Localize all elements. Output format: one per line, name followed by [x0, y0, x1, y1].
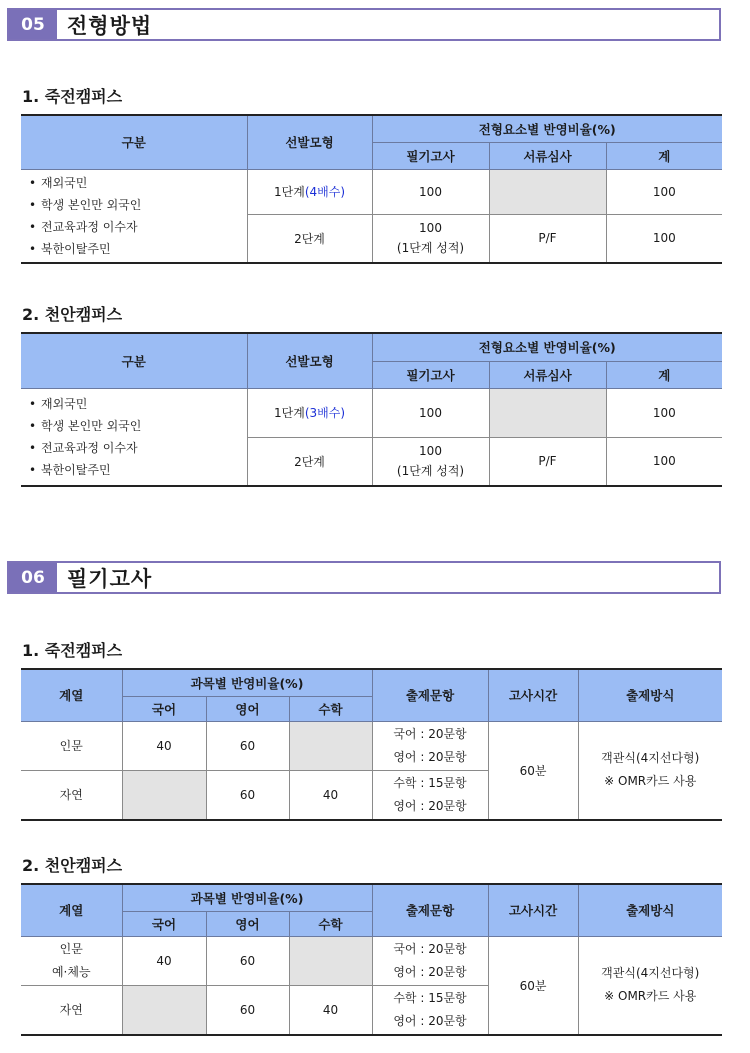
col-written: 필기고사 — [372, 361, 489, 388]
stage2-written: 100 (1단계 성적) — [372, 437, 489, 486]
col-track: 계열 — [21, 884, 122, 936]
method-table-jukjeon — [21, 114, 722, 264]
stage1-written: 100 — [372, 169, 489, 214]
col-docs: 서류심사 — [489, 361, 606, 388]
list-item: • 전교육과정 이수자 — [29, 437, 246, 459]
col-english: 영어 — [206, 696, 289, 721]
col-method: 출제방식 — [578, 884, 722, 936]
stage2-docs: P/F — [489, 214, 606, 263]
questions-cell: 국어 : 20문항 영어 : 20문항 — [372, 721, 488, 770]
track-cell: 자연 — [21, 770, 122, 820]
col-korean: 국어 — [122, 696, 206, 721]
track-cell: 인문 — [21, 721, 122, 770]
korean-empty — [122, 985, 206, 1035]
english-cell: 60 — [206, 936, 289, 985]
english-cell: 60 — [206, 770, 289, 820]
method-cell: 객관식(4지선다형) ※ OMR카드 사용 — [578, 936, 722, 1035]
section-title: 전형방법 — [67, 13, 153, 38]
col-time: 고사시간 — [488, 669, 578, 721]
subheading-jukjeon: 1. 죽전캠퍼스 — [22, 87, 123, 106]
subheading-exam-cheonan: 2. 천안캠퍼스 — [22, 856, 123, 875]
col-total: 계 — [606, 142, 722, 169]
col-model: 선발모형 — [247, 115, 372, 169]
questions-cell: 수학 : 15문항 영어 : 20문항 — [372, 770, 488, 820]
list-item: • 재외국민 — [29, 172, 246, 194]
stage1-cell: 1단계(4배수) — [247, 169, 372, 214]
korean-cell: 40 — [122, 936, 206, 985]
col-english: 영어 — [206, 911, 289, 936]
stage1-written: 100 — [372, 388, 489, 437]
col-korean: 국어 — [122, 911, 206, 936]
col-ratio: 과목별 반영비율(%) — [122, 884, 372, 911]
col-math: 수학 — [289, 696, 372, 721]
stage1-docs-empty — [489, 169, 606, 214]
list-item: • 학생 본인만 외국인 — [29, 415, 246, 437]
col-track: 계열 — [21, 669, 122, 721]
col-written: 필기고사 — [372, 142, 489, 169]
section-number: 06 — [9, 563, 57, 592]
math-cell: 40 — [289, 770, 372, 820]
section-number: 05 — [9, 10, 57, 39]
stage2-cell: 2단계 — [247, 437, 372, 486]
col-questions: 출제문항 — [372, 669, 488, 721]
english-cell: 60 — [206, 985, 289, 1035]
stage2-total: 100 — [606, 437, 722, 486]
exam-table-cheonan — [21, 883, 722, 1036]
math-empty — [289, 936, 372, 985]
korean-cell: 40 — [122, 721, 206, 770]
section-header-05 — [7, 8, 721, 41]
stage1-total: 100 — [606, 388, 722, 437]
questions-cell: 수학 : 15문항 영어 : 20문항 — [372, 985, 488, 1035]
list-item: • 전교육과정 이수자 — [29, 216, 246, 238]
exam-table-jukjeon — [21, 668, 722, 821]
col-ratio: 전형요소별 반영비율(%) — [372, 333, 722, 361]
col-category: 구분 — [21, 115, 247, 169]
col-ratio: 전형요소별 반영비율(%) — [372, 115, 722, 142]
section-title: 필기고사 — [67, 566, 153, 591]
stage1-cell: 1단계(3배수) — [247, 388, 372, 437]
math-empty — [289, 721, 372, 770]
list-item: • 재외국민 — [29, 393, 246, 415]
stage2-total: 100 — [606, 214, 722, 263]
stage2-written: 100 (1단계 성적) — [372, 214, 489, 263]
col-math: 수학 — [289, 911, 372, 936]
col-model: 선발모형 — [247, 333, 372, 388]
english-cell: 60 — [206, 721, 289, 770]
eligibility-list — [21, 388, 247, 486]
col-category: 구분 — [21, 333, 247, 388]
time-cell: 60분 — [488, 721, 578, 820]
stage1-docs-empty — [489, 388, 606, 437]
method-table-cheonan — [21, 332, 722, 487]
track-cell: 자연 — [21, 985, 122, 1035]
col-ratio: 과목별 반영비율(%) — [122, 669, 372, 696]
subheading-cheonan: 2. 천안캠퍼스 — [22, 305, 123, 324]
method-cell: 객관식(4지선다형) ※ OMR카드 사용 — [578, 721, 722, 820]
section-header-06 — [7, 561, 721, 594]
list-item: • 북한이탈주민 — [29, 238, 246, 260]
korean-empty — [122, 770, 206, 820]
eligibility-list — [21, 169, 247, 263]
list-item: • 학생 본인만 외국인 — [29, 194, 246, 216]
math-cell: 40 — [289, 985, 372, 1035]
col-docs: 서류심사 — [489, 142, 606, 169]
subheading-exam-jukjeon: 1. 죽전캠퍼스 — [22, 641, 123, 660]
stage2-cell: 2단계 — [247, 214, 372, 263]
col-total: 계 — [606, 361, 722, 388]
col-time: 고사시간 — [488, 884, 578, 936]
stage1-total: 100 — [606, 169, 722, 214]
list-item: • 북한이탈주민 — [29, 459, 246, 481]
questions-cell: 국어 : 20문항 영어 : 20문항 — [372, 936, 488, 985]
col-method: 출제방식 — [578, 669, 722, 721]
time-cell: 60분 — [488, 936, 578, 1035]
col-questions: 출제문항 — [372, 884, 488, 936]
stage2-docs: P/F — [489, 437, 606, 486]
track-cell: 인문 예·체능 — [21, 936, 122, 985]
